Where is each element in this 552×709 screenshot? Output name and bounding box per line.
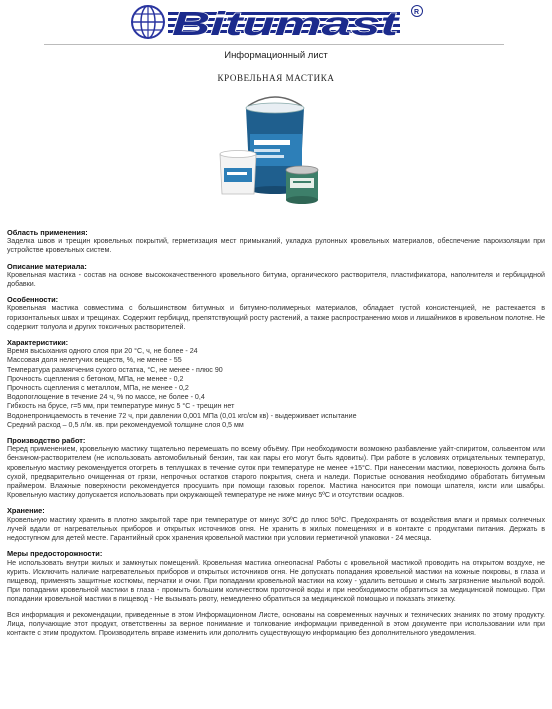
spec-line: Водонепроницаемость в течение 72 ч, при давлении 0,001 МПа (0,01 кгс/см кв) - выдерживает испытание: [7, 411, 357, 420]
spec-line: Время высыхания одного слоя при 20 °С, ч, не более - 24: [7, 347, 198, 356]
doc-type: Информационный лист: [224, 50, 328, 61]
spec-line: Массовая доля нелетучих веществ, %, не менее - 55: [7, 356, 182, 365]
spec-line: Прочность сцепления с металлом, МПа, не менее - 0,2: [7, 384, 189, 393]
spec-line: Прочность сцепления с бетоном, МПа, не менее - 0,2: [7, 374, 184, 383]
section-work: [7, 436, 545, 500]
section-text: Кровельную мастику хранить в плотно закрытой таре при температуре от минус 30ºС до плюс 50ºС. Предохранять от воздействия влаги и прямых солнечных лучей вдали от нагревательных приборов и открытых источников огня. Не хранить в жилых помещениях и в контакте с продуктами питания. Держать в недоступном для детей месте. Гарантийный срок хранения кровельной мастики при условии герметичной упаковки - 24 месяца.: [7, 515, 545, 543]
header: [0, 0, 552, 44]
tin-can: [286, 166, 318, 204]
spec-line: Средний расход – 0,5 л/м. кв. при рекомендуемой толщине слоя 0,5 мм: [7, 420, 244, 429]
section-text: Кровельная мастика совместима с большинством битумных и битумно-полимерных материалов, обладает густой консистенцией, не растекается в горизонтальных швах и трещинах. Содержит гербицид, препятствующий росту растений, а также распространению мхов и лишайников в кровельном полотне. Не содержит толуола и других токсичных растворителей.: [7, 304, 545, 331]
section-precautions: [7, 549, 545, 604]
section-features: [7, 295, 545, 332]
section-text: Не использовать внутри жилых и замкнутых помещений. Кровельная мастика огнеопасна! Работы с кровельной мастикой проводить на открытом воздухе, не курить. Исключить наличие нагревательных приборов и открытых источников огня. Не допускать попадания кровельной мастики на кожные покровы, в глаза и пищевод, применять защитные костюмы, перчатки и очки. При попадании кровельной мастики на кожу - удалить ветошью и смыть загрязнение мыльной водой. При попадании кровельной мастики в глаза - промыть большим количеством проточной воды и при необходимости обратиться за медицинской помощью. При попадании кровельной мастики в пищевод - Не вызывать рвоту, немедленно обратиться за медицинской помощью и показать этикетку.: [7, 558, 545, 604]
brand-wordmark: Bitumast: [172, 5, 402, 40]
section-heading: Характеристики:: [7, 338, 69, 348]
disclaimer-text: Вся информация и рекомендации, приведенные в этом Информационном Листе, основаны на современных научных и технических знаниях по этому продукту. Лица, получающие этот продукт, ответственны за верное понимание и толкование информации приведенной в этом документе при использовании или при контакте с этим продуктом. Производитель вправе изменить или дополнить существующую информацию без дополнительного уведомления.: [7, 610, 545, 637]
section-text: Кровельная мастика - состав на основе высококачественного кровельного битума, органического растворителя, пластификатора, наполнителя и гербицидной добавки.: [7, 270, 545, 289]
section-heading: Область применения:: [7, 228, 88, 237]
registered-mark: R: [414, 9, 420, 16]
header-divider: [44, 44, 504, 45]
section-text: Перед применением, кровельную мастику тщательно перемешать по всему объёму. При необходимости возможно разбавление уайт-спиритом, сольвентом или бензином-растворителем (не использовать автомобильный бензин, так как пары его могут быть ядовиты). При работе в условиях отрицательных температур, кровельную мастику рекомендуется отогреть в теплушках в течение суток при температуре не менее +15°С. При нанесении мастики, поверхность должна быть сухой, предварительно очищенная от грязи, непрочных остатков старого покрытия, снега и наледи. Пористые основания необходимо обработать битумным праймером. Влажные поверхности рекомендуется просушить при помощи газовых горелок. Мастика наносится при помощи шпателя, кисти или швабры. Кровельную мастику допускается использовать при окружающей температуре не ниже минус 5ºС и отсутствии осадков.: [7, 445, 545, 500]
section-text: Заделка швов и трещин кровельных покрытий, герметизация мест примыканий, укладка рулонных кровельных материалов, обеспечение пароизоляции при устройстве кровельных систем.: [7, 237, 545, 255]
section-characteristics: [7, 338, 545, 430]
document-body: [7, 228, 545, 644]
section-heading: Производство работ:: [7, 436, 86, 446]
spec-line: Температура размягчения сухого остатка, °С, не менее - плюс 90: [7, 365, 223, 374]
globe-icon: [132, 6, 164, 38]
section-heading: Описание материала:: [7, 261, 87, 271]
section-heading: Хранение:: [7, 506, 45, 516]
spec-line: Гибкость на брусе, r=5 мм, при температуре минус 5 °С - трещин нет: [7, 402, 235, 411]
spec-line: Водопоглощение в течение 24 ч, % по массе, не более - 0,4: [7, 393, 205, 402]
product-image: [210, 94, 340, 206]
section-application: [7, 228, 545, 256]
section-storage: [7, 506, 545, 543]
section-description: [7, 262, 545, 290]
section-heading: Меры предосторожности:: [7, 549, 103, 559]
bucket-small: [220, 151, 256, 195]
section-disclaimer: [7, 611, 545, 639]
section-heading: Особенности:: [7, 295, 59, 305]
page-title: КРОВЕЛЬНАЯ МАСТИКА: [217, 73, 335, 83]
bitumast-logo: [128, 4, 428, 40]
